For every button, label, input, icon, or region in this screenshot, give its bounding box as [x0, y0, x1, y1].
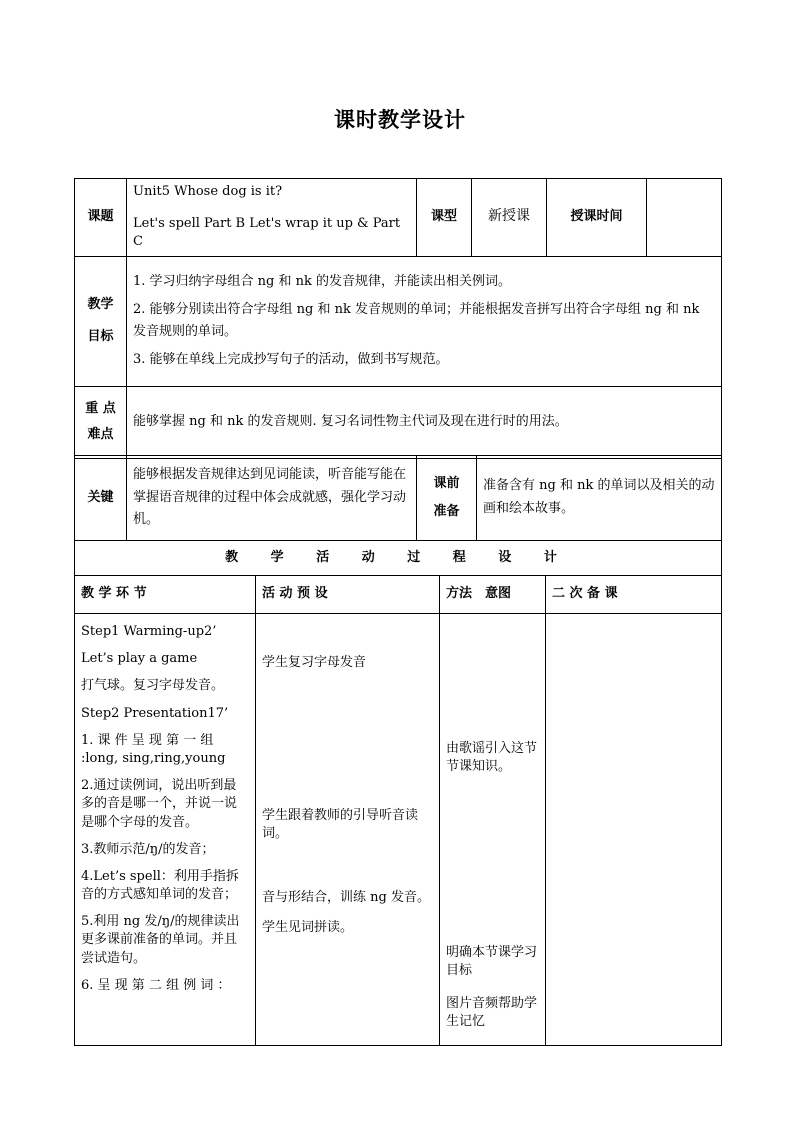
lesson-info-table [74, 178, 722, 459]
key-text: 能够掌握 ng 和 nk 的发音规则. 复习名词性物主代词及现在进行时的用法。 [127, 386, 722, 458]
topic-line-1: Unit5 Whose dog is it? [133, 184, 283, 199]
activity-line: 学生跟着教师的引导听音读词。 [262, 808, 419, 842]
time-value [647, 179, 722, 257]
goals-label [75, 256, 127, 386]
col-activities: 活 动 预 设 [256, 576, 440, 614]
method-line: 明确本节课学习目标 [446, 945, 538, 979]
col-methods: 方法 意图 [440, 576, 546, 614]
time-label: 授课时间 [547, 179, 647, 257]
step-line: 2.通过读例词，说出听到最多的音是哪一个，并说一说是哪个字母的发音。 [81, 778, 238, 830]
key-prep-table [74, 455, 722, 541]
activities-cell [256, 614, 440, 1046]
steps-cell [75, 614, 256, 1046]
goal-item: 1. 学习归纳字母组合 ng 和 nk 的发音规律，并能读出相关例词。 [133, 273, 512, 289]
prep-label [417, 456, 477, 541]
page-title: 课时教学设计 [334, 107, 466, 132]
method-line: 图片音频帮助学生记忆 [446, 996, 538, 1030]
key-label [75, 386, 127, 458]
step-line: 5.利用 ng 发/ŋ/的规律读出更多课前准备的单词。并且尝试造句。 [81, 914, 240, 966]
activity-line: 学生见词拼读。 [262, 920, 354, 935]
step-line: Step2 Presentation17’ [81, 705, 229, 721]
goals-label-2: 目标 [87, 329, 114, 345]
step-line: Step1 Warming-up2’ [81, 624, 217, 639]
goals-label-1: 教学 [87, 296, 114, 312]
crux-label: 关键 [75, 456, 127, 541]
goals-cell [127, 256, 722, 386]
step-line: 3.教师示范/ŋ/的发音； [81, 841, 215, 857]
activity-line: 音与形结合，训练 ng 发音。 [262, 890, 430, 905]
step-line: 4.Let’s spell：利用手指拆音的方式感知单词的发音； [81, 868, 239, 903]
topic-label: 课题 [75, 179, 127, 257]
prep-label-1: 课前 [433, 475, 460, 491]
second-prep-cell [546, 614, 722, 1046]
step-line: 打气球。复习字母发音。 [81, 678, 225, 694]
topic-cell [127, 179, 417, 257]
key-label-1: 重 点 [85, 400, 116, 416]
topic-line-2: Let's spell Part B Let's wrap it up & Part C [133, 216, 401, 250]
step-line: 6. 呈 现 第 二 组 例 词 ： [81, 977, 231, 993]
type-label: 课型 [417, 179, 472, 257]
col-steps: 教 学 环 节 [75, 576, 256, 614]
prep-label-2: 准备 [433, 504, 460, 519]
step-line: 1. 课 件 呈 现 第 一 组 :long, sing,ring,young [81, 732, 226, 766]
process-table [74, 540, 722, 1046]
goal-item: 2. 能够分别读出符合字母组 ng 和 nk 发音规则的单词；并能根据发音拼写出符合字母组 ng 和 nk 发音规则的单词。 [133, 301, 700, 340]
crux-text: 能够根据发音规律达到见词能读，听音能写能在掌握语音规律的过程中体会成就感，强化学习动机。 [127, 456, 417, 541]
key-label-2: 难点 [87, 427, 114, 443]
type-value: 新授课 [472, 179, 547, 257]
method-line: 由歌谣引入这节节课知识。 [446, 741, 538, 775]
step-line: Let’s play a game [81, 651, 198, 667]
activity-line: 学生复习字母发音 [262, 655, 367, 670]
col-second: 二 次 备 课 [546, 576, 722, 614]
process-heading: 教 学 活 动 过 程 设 计 [75, 541, 722, 576]
prep-text: 准备含有 ng 和 nk 的单词以及相关的动画和绘本故事。 [477, 456, 722, 541]
goal-item: 3. 能够在单线上完成抄写句子的活动，做到书写规范。 [133, 352, 449, 368]
methods-cell [440, 614, 546, 1046]
